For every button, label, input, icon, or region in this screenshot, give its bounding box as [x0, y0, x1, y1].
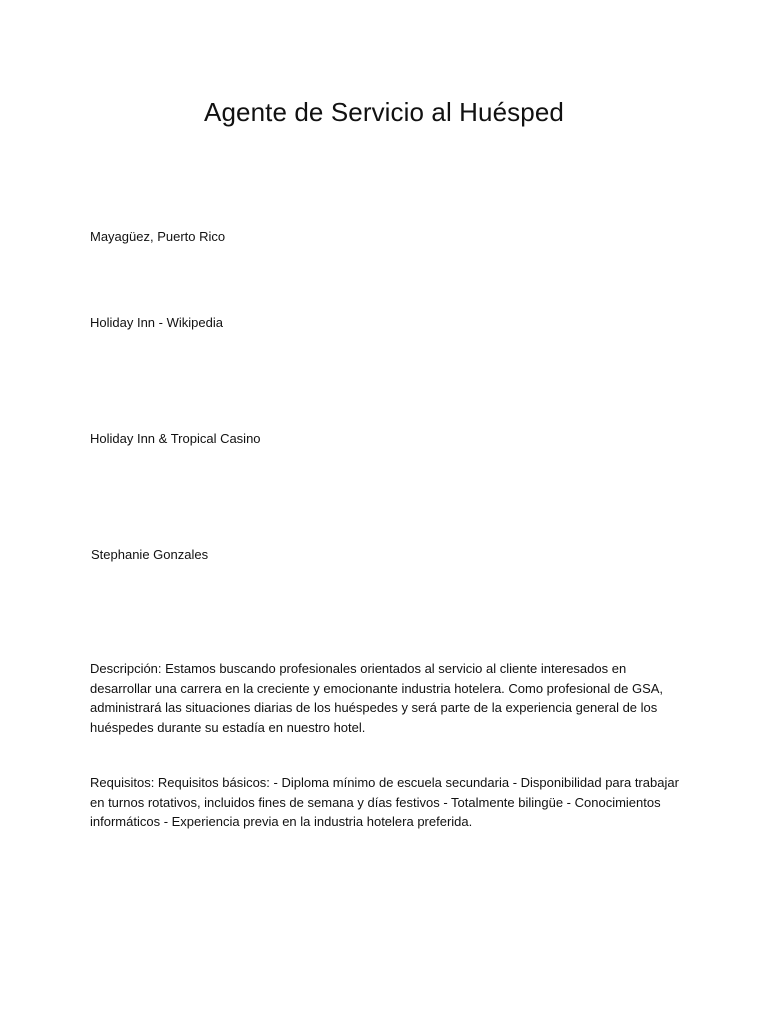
job-requirements: Requisitos: Requisitos básicos: - Diploma mínimo de escuela secundaria - Disponibilidad para trabajar en turnos rotativos, incluidos fines de semana y días festivos - Totalmente bilingüe - Conocimientos informáticos - Experiencia previa en la industria hotelera preferida.	[90, 775, 679, 829]
job-location: Mayagüez, Puerto Rico	[90, 229, 226, 244]
job-description: Descripción: Estamos buscando profesionales orientados al servicio al cliente interesados en desarrollar una carrera en la creciente y emocionante industria hotelera. Como profesional de GSA, administrará las situaciones diarias de los huéspedes y será parte de la experiencia general de los huéspedes durante su estadía en nuestro hotel.	[90, 661, 664, 735]
source-reference: Holiday Inn - Wikipedia	[90, 315, 223, 330]
page-title: Agente de Servicio al Huésped	[204, 97, 564, 127]
contact-name: Stephanie Gonzales	[91, 547, 209, 562]
company-name: Holiday Inn & Tropical Casino	[90, 431, 261, 446]
